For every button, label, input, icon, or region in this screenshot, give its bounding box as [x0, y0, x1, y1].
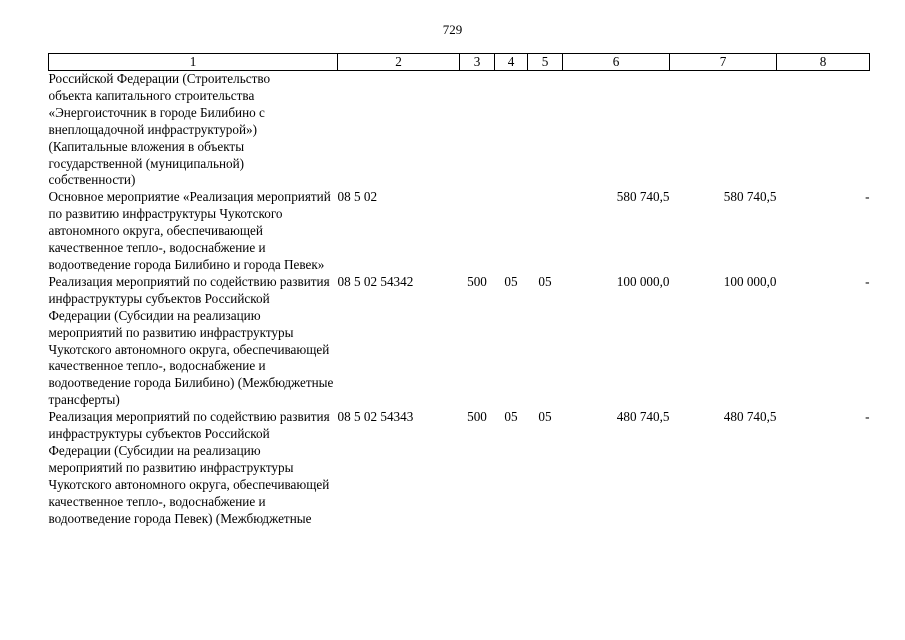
table-row [49, 274, 870, 409]
row-name-text: Российской Федерации (Строительство объекта капитального строительства «Энергоисточник в городе Билибино с внеплощадочной инфраструктурой») (Капитальные вложения в объекты государственной (муниципальной) собственности) [48, 71, 271, 188]
column-header: 6 [563, 54, 670, 71]
column-header: 5 [528, 54, 563, 71]
row-rz: 05 [504, 273, 518, 289]
column-header: 4 [495, 54, 528, 71]
row-name [49, 189, 338, 274]
row-amount-3: - [865, 409, 870, 425]
column-header: 1 [49, 54, 338, 71]
table-row [49, 189, 870, 274]
row-amount-3: - [865, 273, 870, 289]
row-code [338, 71, 460, 190]
row-amount-2: 480 740,5 [723, 409, 777, 425]
row-pr: 05 [538, 273, 552, 289]
table-row [49, 71, 870, 190]
row-pr [528, 71, 563, 190]
row-amount-2 [670, 71, 777, 190]
row-rz [495, 189, 528, 274]
column-header: 8 [777, 54, 870, 71]
budget-table [48, 53, 870, 527]
row-amount-2: 100 000,0 [723, 273, 777, 289]
row-code: 08 5 02 54343 [337, 409, 414, 425]
row-amount-total: 100 000,0 [616, 273, 670, 289]
row-pr: 05 [538, 409, 552, 425]
table-row [49, 409, 870, 527]
row-code: 08 5 02 54342 [337, 273, 414, 289]
row-amount-total: 480 740,5 [616, 409, 670, 425]
column-header: 3 [460, 54, 495, 71]
row-vr [460, 189, 495, 274]
row-name-text: Реализация мероприятий по содействию развития инфраструктуры субъектов Российской Федерации (Субсидии на реализацию мероприятий по развитию инфраструктуры Чукотского автономного округа, обеспечивающей качественное тепло-, водоснабжение и водоотведение города Певек) (Межбюджетные [48, 409, 330, 526]
row-amount-3 [777, 71, 870, 190]
row-name [49, 274, 338, 409]
row-amount-3: - [865, 189, 870, 205]
row-name [49, 71, 338, 190]
row-amount-total: 580 740,5 [616, 189, 670, 205]
row-name-text: Основное мероприятие «Реализация мероприятий по развитию инфраструктуры Чукотского автономного округа, обеспечивающей качественное тепло-, водоснабжение и водоотведение города Билибино и города Певек» [48, 189, 331, 272]
row-name [49, 409, 338, 527]
page-number: 729 [442, 22, 463, 37]
row-vr [460, 71, 495, 190]
row-pr [528, 189, 563, 274]
row-amount-total [563, 71, 670, 190]
column-header: 7 [670, 54, 777, 71]
column-header: 2 [338, 54, 460, 71]
row-rz [495, 71, 528, 190]
row-vr: 500 [467, 273, 487, 289]
row-code: 08 5 02 [337, 189, 378, 205]
row-amount-2: 580 740,5 [723, 189, 777, 205]
row-vr: 500 [467, 409, 487, 425]
header-row [49, 54, 870, 71]
row-name-text: Реализация мероприятий по содействию развития инфраструктуры субъектов Российской Федерации (Субсидии на реализацию мероприятий по развитию инфраструктуры Чукотского автономного округа, обеспечивающей качественное тепло-, водоснабжение и водоотведение города Билибино) (Межбюджетные трансферты) [48, 273, 334, 408]
row-rz: 05 [504, 409, 518, 425]
